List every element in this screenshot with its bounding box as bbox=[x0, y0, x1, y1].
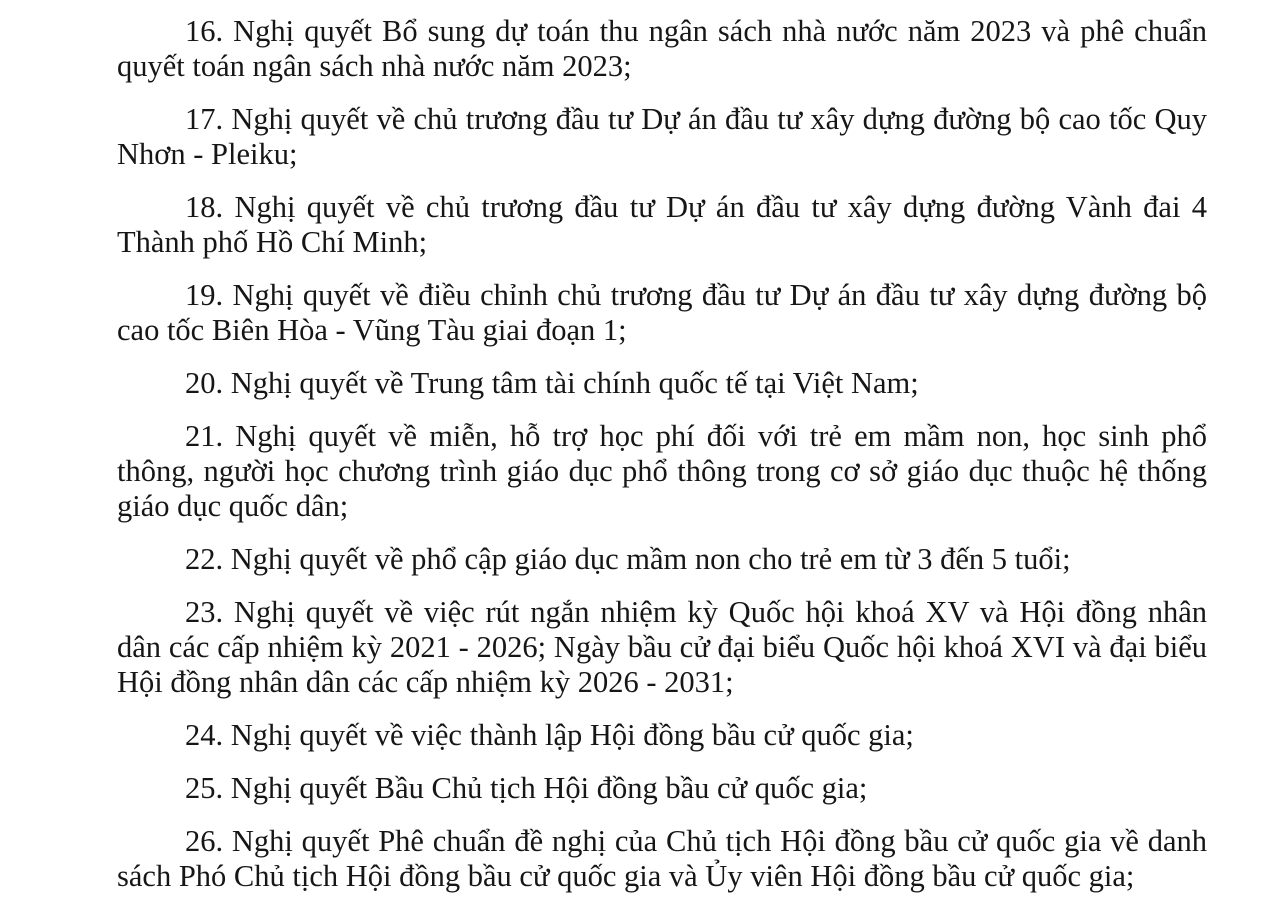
document-body bbox=[117, 14, 1207, 912]
resolution-item-18: 18. Nghị quyết về chủ trương đầu tư Dự án đầu tư xây dựng đường Vành đai 4 Thành phố Hồ Chí Minh; bbox=[117, 190, 1207, 259]
resolution-item-22: 22. Nghị quyết về phổ cập giáo dục mầm non cho trẻ em từ 3 đến 5 tuổi; bbox=[185, 542, 1071, 576]
resolution-item-25: 25. Nghị quyết Bầu Chủ tịch Hội đồng bầu cử quốc gia; bbox=[185, 771, 868, 805]
resolution-item-17: 17. Nghị quyết về chủ trương đầu tư Dự án đầu tư xây dựng đường bộ cao tốc Quy Nhơn - Pleiku; bbox=[117, 102, 1207, 171]
resolution-item-24: 24. Nghị quyết về việc thành lập Hội đồng bầu cử quốc gia; bbox=[185, 718, 914, 752]
resolution-item-26: 26. Nghị quyết Phê chuẩn đề nghị của Chủ tịch Hội đồng bầu cử quốc gia về danh sách Phó Chủ tịch Hội đồng bầu cử quốc gia và Ủy viên Hội đồng bầu cử quốc gia; bbox=[117, 824, 1207, 893]
resolution-item-23: 23. Nghị quyết về việc rút ngắn nhiệm kỳ Quốc hội khoá XV và Hội đồng nhân dân các cấp nhiệm kỳ 2021 - 2026; Ngày bầu cử đại biểu Quốc hội khoá XVI và đại biểu Hội đồng nhân dân các cấp nhiệm kỳ 2026 - 2031; bbox=[117, 595, 1207, 699]
resolution-item-16: 16. Nghị quyết Bổ sung dự toán thu ngân sách nhà nước năm 2023 và phê chuẩn quyết toán ngân sách nhà nước năm 2023; bbox=[117, 14, 1207, 83]
resolution-item-20: 20. Nghị quyết về Trung tâm tài chính quốc tế tại Việt Nam; bbox=[185, 366, 919, 400]
resolution-item-19: 19. Nghị quyết về điều chỉnh chủ trương đầu tư Dự án đầu tư xây dựng đường bộ cao tốc Biên Hòa - Vũng Tàu giai đoạn 1; bbox=[117, 278, 1207, 347]
resolution-item-21: 21. Nghị quyết về miễn, hỗ trợ học phí đối với trẻ em mầm non, học sinh phổ thông, người học chương trình giáo dục phổ thông trong cơ sở giáo dục thuộc hệ thống giáo dục quốc dân; bbox=[117, 419, 1207, 523]
